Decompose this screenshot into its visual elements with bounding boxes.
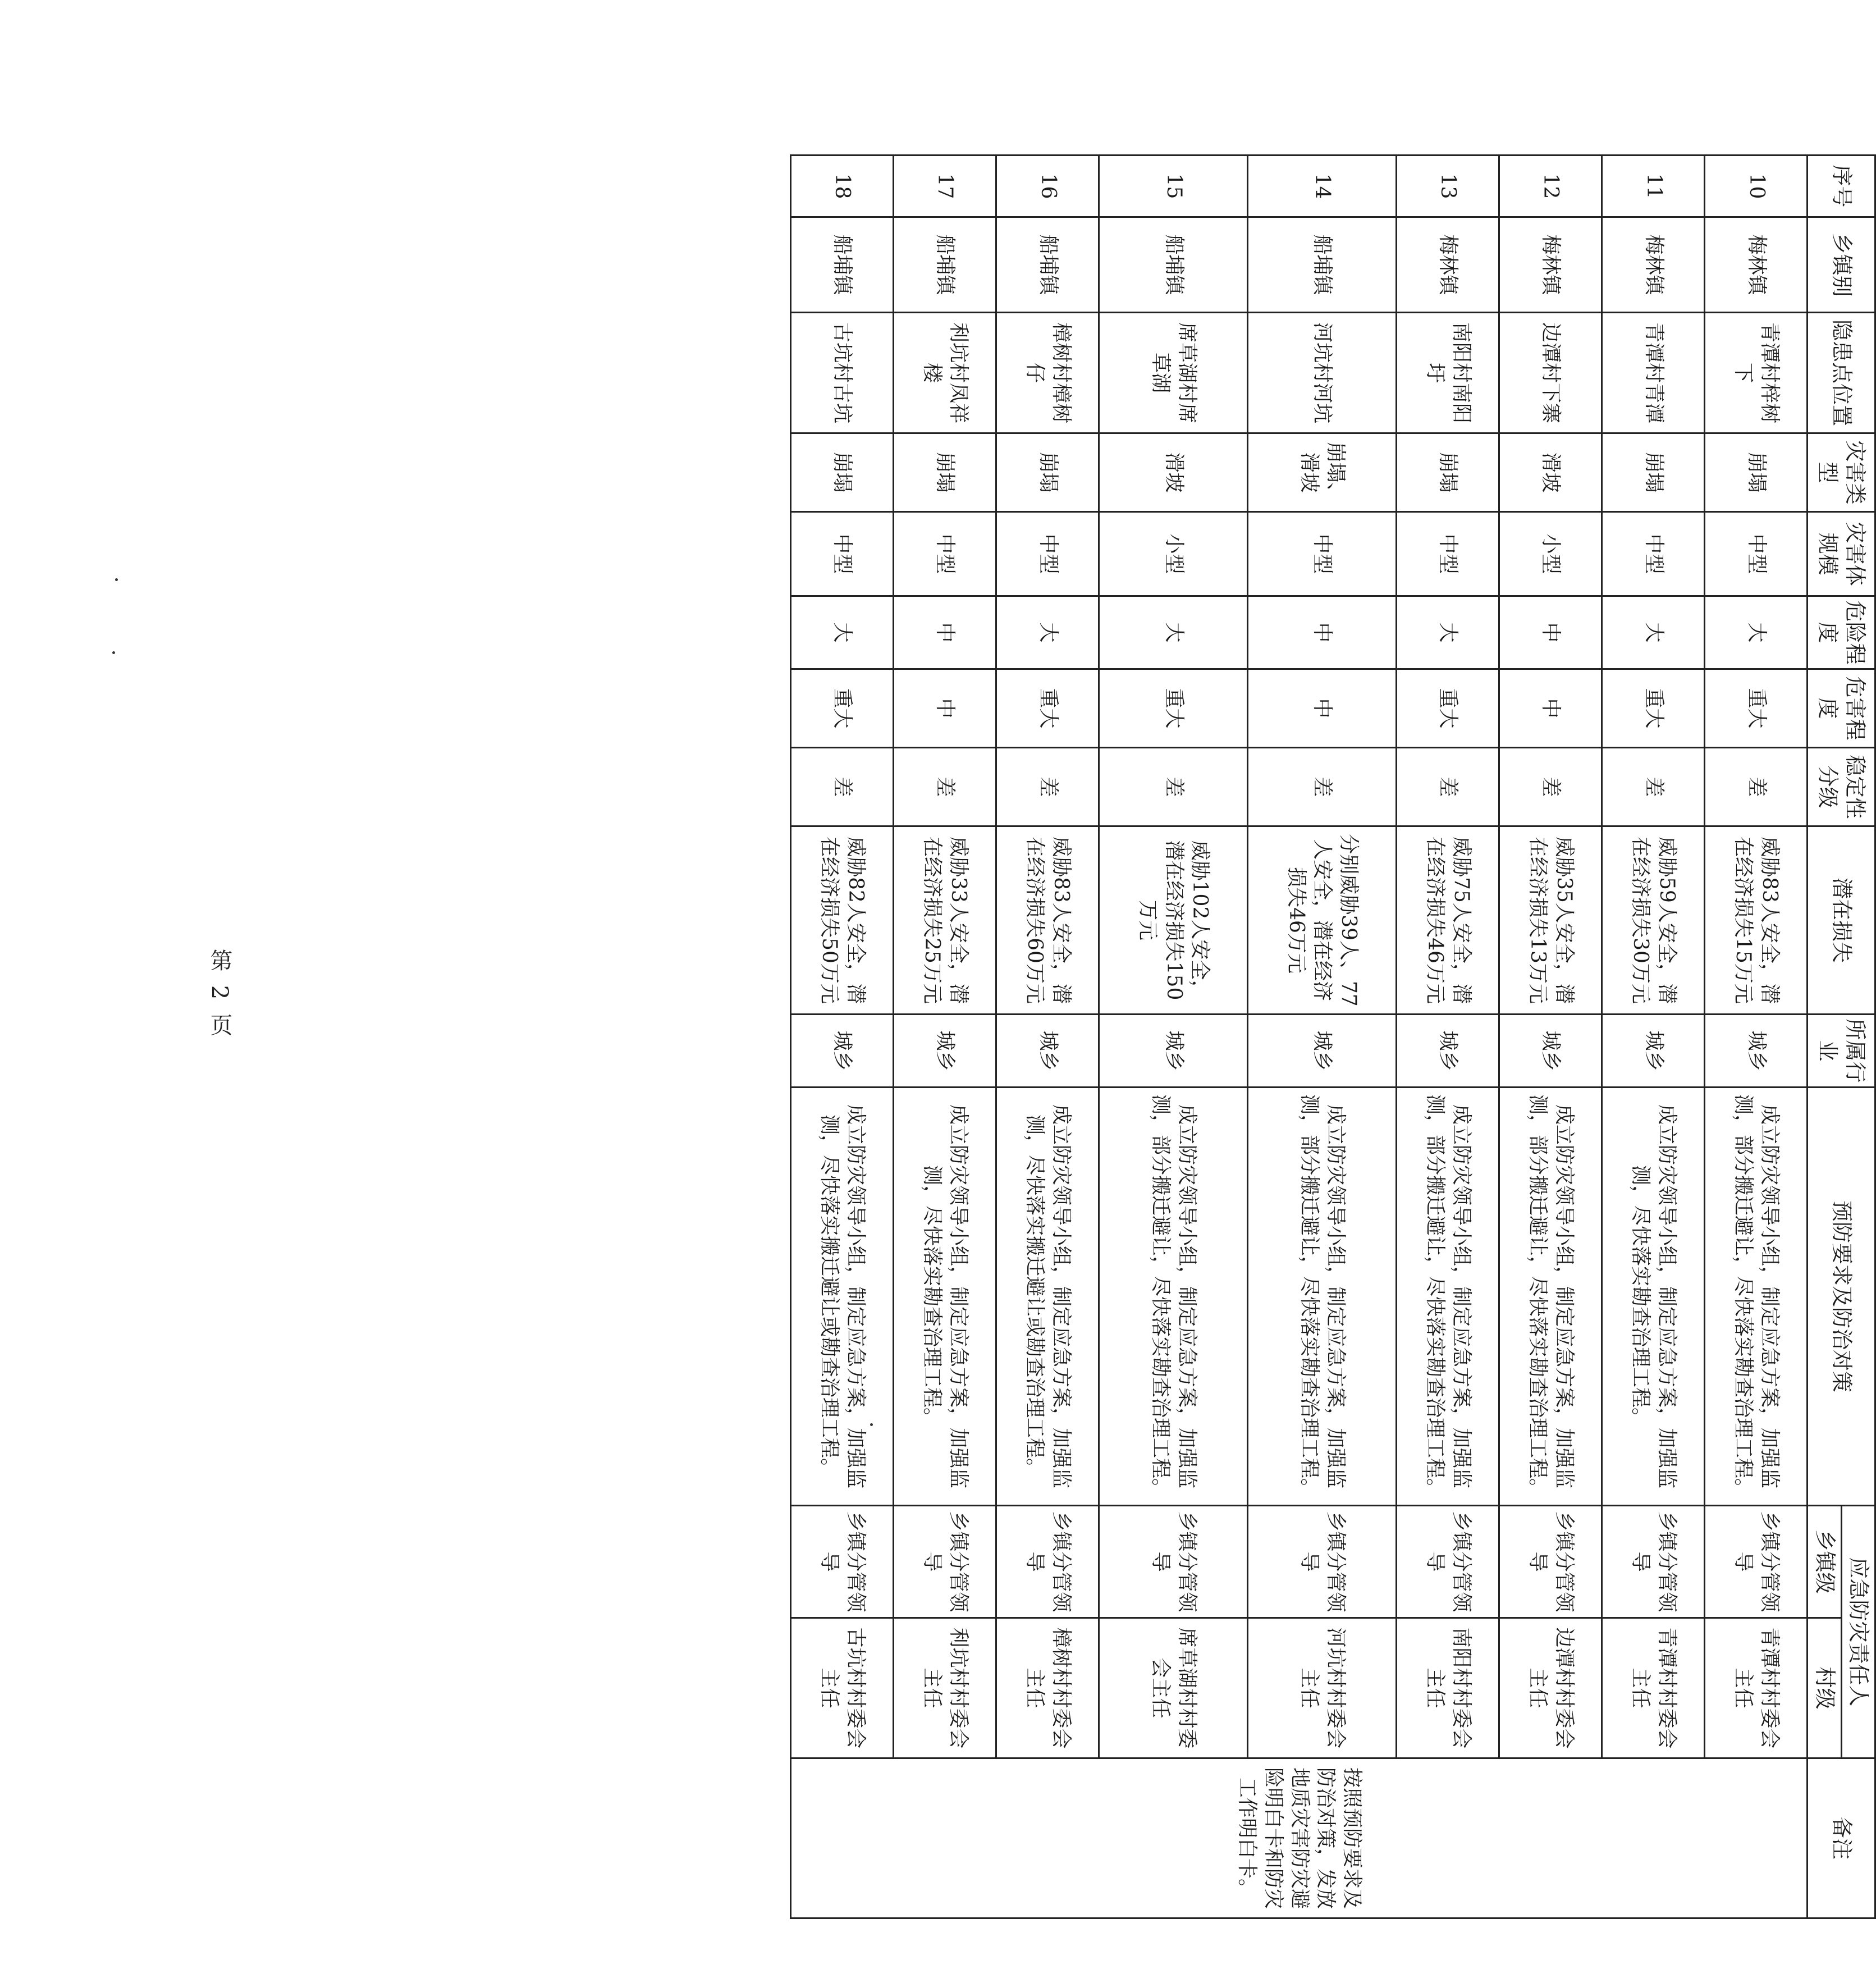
table-row bbox=[1397, 156, 1499, 1918]
cell-disaster-type: 崩塌、滑坡 bbox=[1248, 433, 1397, 512]
cell-town: 船埔镇 bbox=[996, 217, 1099, 313]
cell-loss: 威胁102人安全，潜在经济损失150万元 bbox=[1099, 826, 1248, 1015]
cell-location: 樟树村樟树仔 bbox=[996, 313, 1099, 433]
cell-danger: 大 bbox=[1397, 596, 1499, 669]
cell-stability: 差 bbox=[1397, 748, 1499, 826]
cell-scale: 中型 bbox=[894, 512, 996, 596]
cell-village-level: 南阳村村委会主任 bbox=[1397, 1618, 1499, 1758]
cell-loss: 威胁75人安全，潜在经济损失46万元 bbox=[1397, 826, 1499, 1015]
cell-scale: 小型 bbox=[1099, 512, 1248, 596]
cell-danger: 大 bbox=[1705, 596, 1808, 669]
cell-location: 河坑村河坑 bbox=[1248, 313, 1397, 433]
cell-stability: 差 bbox=[1499, 748, 1602, 826]
cell-location: 边潭村下寨 bbox=[1499, 313, 1602, 433]
cell-location: 古坑村古坑 bbox=[791, 313, 894, 433]
cell-location: 青潭村梓树下 bbox=[1705, 313, 1808, 433]
cell-stability: 差 bbox=[1248, 748, 1397, 826]
cell-seq: 11 bbox=[1602, 156, 1705, 217]
cell-industry: 城乡 bbox=[1248, 1015, 1397, 1088]
cell-stability: 差 bbox=[1099, 748, 1248, 826]
cell-village-level: 樟树村村委会主任 bbox=[996, 1618, 1099, 1758]
cell-industry: 城乡 bbox=[996, 1015, 1099, 1088]
cell-loss: 威胁83人安全，潜在经济损失60万元 bbox=[996, 826, 1099, 1015]
cell-loss: 分别威胁39人、77人安全，潜在经济损失46万元 bbox=[1248, 826, 1397, 1015]
table-row bbox=[1248, 156, 1397, 1918]
cell-stability: 差 bbox=[791, 748, 894, 826]
cell-danger: 大 bbox=[1099, 596, 1248, 669]
cell-town-level: 乡镇分管领导 bbox=[1248, 1506, 1397, 1618]
cell-scale: 中型 bbox=[996, 512, 1099, 596]
cell-harm: 重大 bbox=[791, 669, 894, 748]
cell-town-level: 乡镇分管领导 bbox=[1499, 1506, 1602, 1618]
header-scale: 灾害体规模 bbox=[1808, 512, 1875, 596]
cell-measures: 成立防灾领导小组，制定应急方案，加强监测，尽快落实勘查治理工程。 bbox=[894, 1088, 996, 1506]
cell-stability: 差 bbox=[1705, 748, 1808, 826]
cell-location: 青潭村青潭 bbox=[1602, 313, 1705, 433]
header-seq: 序号 bbox=[1808, 156, 1875, 217]
cell-village-level: 古坑村村委会主任 bbox=[791, 1618, 894, 1758]
cell-village-level: 利坑村村委会主任 bbox=[894, 1618, 996, 1758]
table-row bbox=[1099, 156, 1248, 1918]
cell-disaster-type: 滑坡 bbox=[1499, 433, 1602, 512]
cell-industry: 城乡 bbox=[1602, 1015, 1705, 1088]
header-potential-loss: 潜在损失 bbox=[1808, 826, 1875, 1015]
cell-town-level: 乡镇分管领导 bbox=[1705, 1506, 1808, 1618]
cell-seq: 14 bbox=[1248, 156, 1397, 217]
cell-town-level: 乡镇分管领导 bbox=[1397, 1506, 1499, 1618]
cell-industry: 城乡 bbox=[1499, 1015, 1602, 1088]
cell-measures: 成立防灾领导小组，制定应急方案，加强监测，尽快落实搬迁避让或勘查治理工程。 bbox=[996, 1088, 1099, 1506]
cell-loss: 威胁59人安全，潜在经济损失30万元 bbox=[1602, 826, 1705, 1015]
cell-industry: 城乡 bbox=[1099, 1015, 1248, 1088]
cell-measures: 成立防灾领导小组，制定应急方案，加强监测，尽快落实搬迁避让或勘查治理工程。 bbox=[791, 1088, 894, 1506]
cell-harm: 重大 bbox=[1705, 669, 1808, 748]
scan-speck bbox=[112, 651, 115, 654]
cell-town: 船埔镇 bbox=[1099, 217, 1248, 313]
cell-measures: 成立防灾领导小组，制定应急方案，加强监测，部分搬迁避让，尽快落实勘查治理工程。 bbox=[1248, 1088, 1397, 1506]
cell-danger: 中 bbox=[1499, 596, 1602, 669]
header-town-level: 乡镇级 bbox=[1808, 1506, 1841, 1618]
table-row bbox=[1602, 156, 1705, 1918]
cell-measures: 成立防灾领导小组，制定应急方案，加强监测，部分搬迁避让，尽快落实勘查治理工程。 bbox=[1499, 1088, 1602, 1506]
cell-location: 南阳村南阳圩 bbox=[1397, 313, 1499, 433]
header-responsible: 应急防灾责任人 bbox=[1841, 1506, 1875, 1758]
cell-town: 梅林镇 bbox=[1705, 217, 1808, 313]
header-location: 隐患点位置 bbox=[1808, 313, 1875, 433]
cell-town-level: 乡镇分管领导 bbox=[1099, 1506, 1248, 1618]
cell-harm: 重大 bbox=[1099, 669, 1248, 748]
cell-village-level: 河坑村村委会主任 bbox=[1248, 1618, 1397, 1758]
cell-danger: 大 bbox=[996, 596, 1099, 669]
table-row bbox=[1705, 156, 1808, 1918]
cell-harm: 重大 bbox=[996, 669, 1099, 748]
cell-remarks: 按照预防要求及防治对策，发放地质灾害防灾避险明白卡和防灾工作明白卡。 bbox=[791, 1758, 1808, 1918]
cell-seq: 12 bbox=[1499, 156, 1602, 217]
cell-town: 船埔镇 bbox=[1248, 217, 1397, 313]
table-row bbox=[894, 156, 996, 1918]
cell-scale: 中型 bbox=[791, 512, 894, 596]
header-row-1 bbox=[1841, 156, 1875, 1918]
cell-seq: 16 bbox=[996, 156, 1099, 217]
cell-harm: 重大 bbox=[1397, 669, 1499, 748]
cell-seq: 18 bbox=[791, 156, 894, 217]
cell-measures: 成立防灾领导小组，制定应急方案，加强监测，部分搬迁避让，尽快落实勘查治理工程。 bbox=[1705, 1088, 1808, 1506]
cell-seq: 17 bbox=[894, 156, 996, 217]
header-remarks: 备注 bbox=[1808, 1758, 1875, 1918]
cell-stability: 差 bbox=[894, 748, 996, 826]
cell-loss: 威胁35人安全，潜在经济损失13万元 bbox=[1499, 826, 1602, 1015]
cell-danger: 中 bbox=[894, 596, 996, 669]
cell-disaster-type: 崩塌 bbox=[894, 433, 996, 512]
cell-seq: 10 bbox=[1705, 156, 1808, 217]
cell-scale: 中型 bbox=[1602, 512, 1705, 596]
cell-measures: 成立防灾领导小组，制定应急方案，加强监测，部分搬迁避让，尽快落实勘查治理工程。 bbox=[1397, 1088, 1499, 1506]
scan-speck bbox=[115, 578, 118, 581]
cell-disaster-type: 滑坡 bbox=[1099, 433, 1248, 512]
scan-speck bbox=[870, 1423, 873, 1426]
hazard-table bbox=[790, 154, 1876, 1919]
cell-industry: 城乡 bbox=[894, 1015, 996, 1088]
table-row bbox=[1499, 156, 1602, 1918]
header-disaster-type: 灾害类型 bbox=[1808, 433, 1875, 512]
cell-harm: 中 bbox=[894, 669, 996, 748]
cell-stability: 差 bbox=[996, 748, 1099, 826]
cell-disaster-type: 崩塌 bbox=[996, 433, 1099, 512]
cell-location: 利坑村凤祥楼 bbox=[894, 313, 996, 433]
cell-town-level: 乡镇分管领导 bbox=[791, 1506, 894, 1618]
cell-measures: 成立防灾领导小组，制定应急方案，加强监测，部分搬迁避让，尽快落实勘查治理工程。 bbox=[1099, 1088, 1248, 1506]
cell-village-level: 青潭村村委会主任 bbox=[1705, 1618, 1808, 1758]
rotated-table-container bbox=[790, 154, 1876, 1917]
cell-location: 席草湖村席草湖 bbox=[1099, 313, 1248, 433]
cell-village-level: 边潭村村委会主任 bbox=[1499, 1618, 1602, 1758]
cell-village-level: 青潭村村委会主任 bbox=[1602, 1618, 1705, 1758]
cell-disaster-type: 崩塌 bbox=[791, 433, 894, 512]
cell-disaster-type: 崩塌 bbox=[1602, 433, 1705, 512]
table-row bbox=[996, 156, 1099, 1918]
page-number: 第 2 页 bbox=[207, 948, 232, 1039]
header-stability: 稳定性分级 bbox=[1808, 748, 1875, 826]
cell-town: 船埔镇 bbox=[894, 217, 996, 313]
cell-stability: 差 bbox=[1602, 748, 1705, 826]
header-harm-degree: 危害程度 bbox=[1808, 669, 1875, 748]
cell-harm: 中 bbox=[1499, 669, 1602, 748]
cell-harm: 中 bbox=[1248, 669, 1397, 748]
cell-danger: 大 bbox=[1602, 596, 1705, 669]
cell-scale: 小型 bbox=[1499, 512, 1602, 596]
cell-seq: 13 bbox=[1397, 156, 1499, 217]
cell-scale: 中型 bbox=[1397, 512, 1499, 596]
cell-town-level: 乡镇分管领导 bbox=[894, 1506, 996, 1618]
table-body bbox=[791, 156, 1808, 1918]
header-measures: 预防要求及防治对策 bbox=[1808, 1088, 1875, 1506]
cell-loss: 威胁33人安全，潜在经济损失25万元 bbox=[894, 826, 996, 1015]
cell-loss: 威胁83人安全，潜在经济损失15万元 bbox=[1705, 826, 1808, 1015]
cell-harm: 重大 bbox=[1602, 669, 1705, 748]
cell-industry: 城乡 bbox=[1397, 1015, 1499, 1088]
cell-town-level: 乡镇分管领导 bbox=[1602, 1506, 1705, 1618]
table-row bbox=[791, 156, 894, 1918]
header-village-level: 村级 bbox=[1808, 1618, 1841, 1758]
cell-danger: 大 bbox=[791, 596, 894, 669]
header-industry: 所属行业 bbox=[1808, 1015, 1875, 1088]
cell-village-level: 席草湖村村委会主任 bbox=[1099, 1618, 1248, 1758]
cell-town: 船埔镇 bbox=[791, 217, 894, 313]
cell-loss: 威胁82人安全，潜在经济损失50万元 bbox=[791, 826, 894, 1015]
cell-town: 梅林镇 bbox=[1602, 217, 1705, 313]
cell-disaster-type: 崩塌 bbox=[1397, 433, 1499, 512]
cell-town-level: 乡镇分管领导 bbox=[996, 1506, 1099, 1618]
cell-scale: 中型 bbox=[1705, 512, 1808, 596]
header-danger-degree: 危险程度 bbox=[1808, 596, 1875, 669]
cell-seq: 15 bbox=[1099, 156, 1248, 217]
cell-disaster-type: 崩塌 bbox=[1705, 433, 1808, 512]
cell-measures: 成立防灾领导小组，制定应急方案，加强监测，尽快落实勘查治理工程。 bbox=[1602, 1088, 1705, 1506]
cell-scale: 中型 bbox=[1248, 512, 1397, 596]
cell-danger: 中 bbox=[1248, 596, 1397, 669]
header-town: 乡镇别 bbox=[1808, 217, 1875, 313]
cell-town: 梅林镇 bbox=[1499, 217, 1602, 313]
cell-town: 梅林镇 bbox=[1397, 217, 1499, 313]
cell-industry: 城乡 bbox=[1705, 1015, 1808, 1088]
cell-industry: 城乡 bbox=[791, 1015, 894, 1088]
